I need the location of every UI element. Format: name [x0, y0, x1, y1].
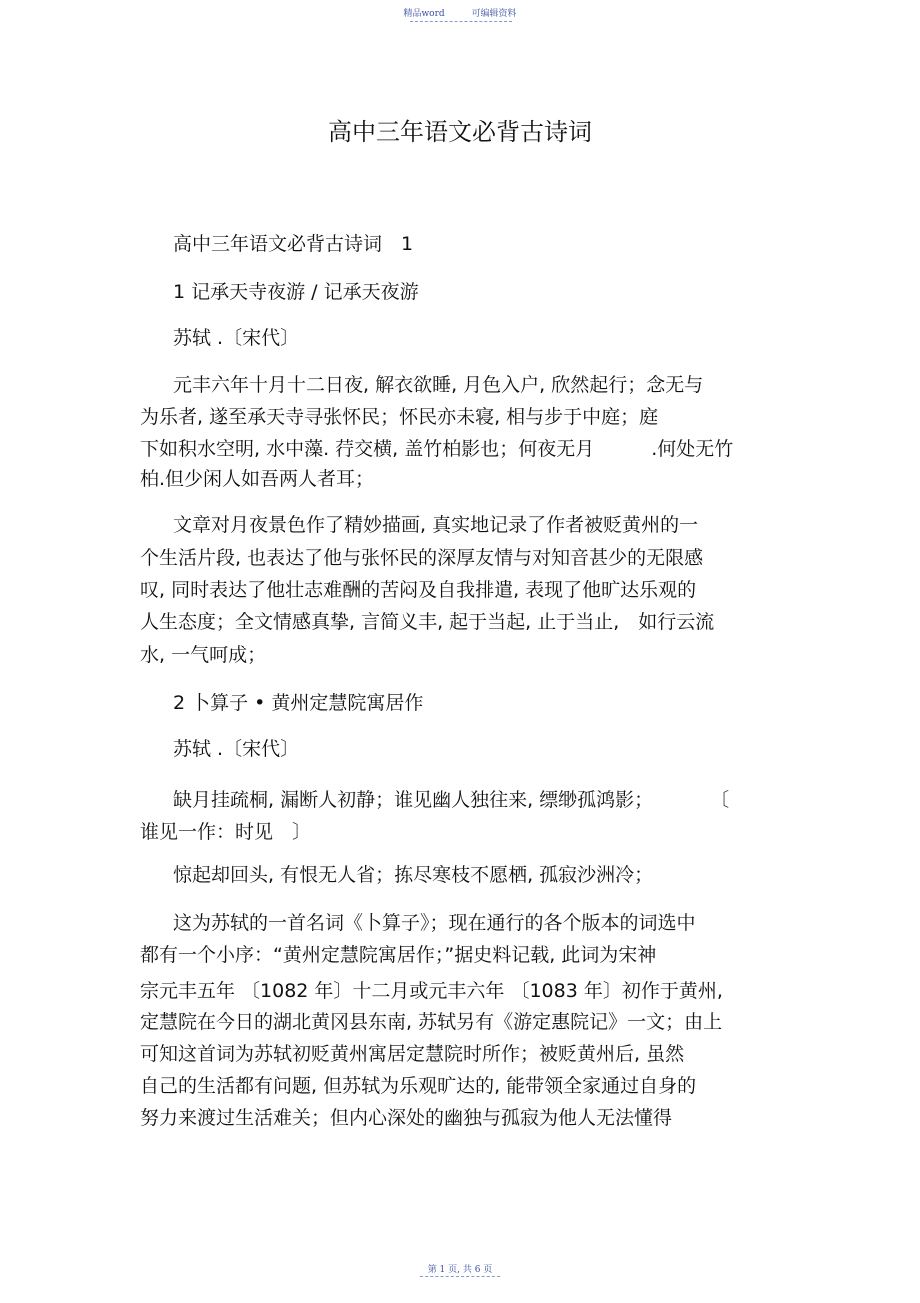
poem1-text-line: 下如积水空明, 水中藻. 荇交横, 盖竹柏影也；何夜无月 .何处无竹 [140, 438, 734, 460]
footer-divider [420, 1276, 500, 1277]
poem1-title: 1 记承天寺夜游 / 记承天夜游 [173, 281, 419, 303]
poem1-commentary-line: 个生活片段, 也表达了他与张怀民的深厚友情与对知音甚少的无限感 [140, 547, 704, 569]
section-heading: 高中三年语文必背古诗词 1 [173, 233, 414, 255]
poem2-text-line: 谁见一作：时见 〕 [140, 821, 312, 843]
poem2-commentary-line: 宗元丰五年 〔1082 年〕十二月或元丰六年 〔1083 年〕初作于黄州, [140, 980, 723, 1002]
poem1-author: 苏轼 .〔宋代〕 [173, 327, 300, 349]
poem1-commentary-line: 人生态度；全文情感真挚, 言简义丰, 起于当起, 止于当止, 如行云流 [140, 611, 715, 633]
header-right-text: 可编辑资料 [471, 9, 517, 19]
poem1-commentary-line: 叹, 同时表达了他壮志难酬的苦闷及自我排遣, 表现了他旷达乐观的 [140, 579, 697, 601]
header-left-text: 精品word [403, 9, 445, 19]
poem1-text-line: 元丰六年十月十二日夜, 解衣欲睡, 月色入户, 欣然起行；念无与 [173, 374, 704, 396]
poem2-commentary-line: 定慧院在今日的湖北黄冈县东南, 苏轼另有《游定惠院记》一文；由上 [140, 1011, 723, 1033]
poem1-text-line: 为乐者, 遂至承天寺寻张怀民；怀民亦未寝, 相与步于中庭；庭 [140, 406, 659, 428]
poem2-text-line: 缺月挂疏桐, 漏断人初静；谁见幽人独往来, 缥缈孤鸿影； 〔 [173, 789, 730, 811]
poem2-commentary-line: 可知这首词为苏轼初贬黄州寓居定慧院时所作；被贬黄州后, 虽然 [140, 1043, 685, 1065]
poem1-text-line: 柏.但少闲人如吾两人者耳； [140, 468, 375, 490]
poem2-title: 2 卜算子 • 黄州定慧院寓居作 [173, 692, 424, 714]
page-header [0, 6, 920, 19]
poem2-commentary-line: 都有一个小序：“黄州定慧院寓居作；”据史料记载, 此词为宋神 [140, 944, 657, 966]
poem2-author: 苏轼 .〔宋代〕 [173, 738, 300, 760]
header-divider [410, 21, 512, 22]
page-number: 第 1 页, 共 6 页 [427, 1265, 493, 1275]
poem1-commentary-line: 文章对月夜景色作了精妙描画, 真实地记录了作者被贬黄州的一 [173, 514, 699, 536]
poem1-commentary-line: 水, 一气呵成； [140, 644, 267, 666]
poem2-commentary-line: 这为苏轼的一首名词《卜算子》；现在通行的各个版本的词选中 [173, 912, 696, 934]
poem2-commentary-line: 自己的生活都有问题, 但苏轼为乐观旷达的, 能带领全家通过自身的 [140, 1075, 697, 1097]
document-title: 高中三年语文必背古诗词 [328, 118, 592, 146]
poem2-commentary-line: 努力来渡过生活难关；但内心深处的幽独与孤寂为他人无法懂得 [140, 1107, 673, 1129]
poem2-text-line: 惊起却回头, 有恨无人省；拣尽寒枝不愿栖, 孤寂沙洲冷； [173, 864, 654, 886]
